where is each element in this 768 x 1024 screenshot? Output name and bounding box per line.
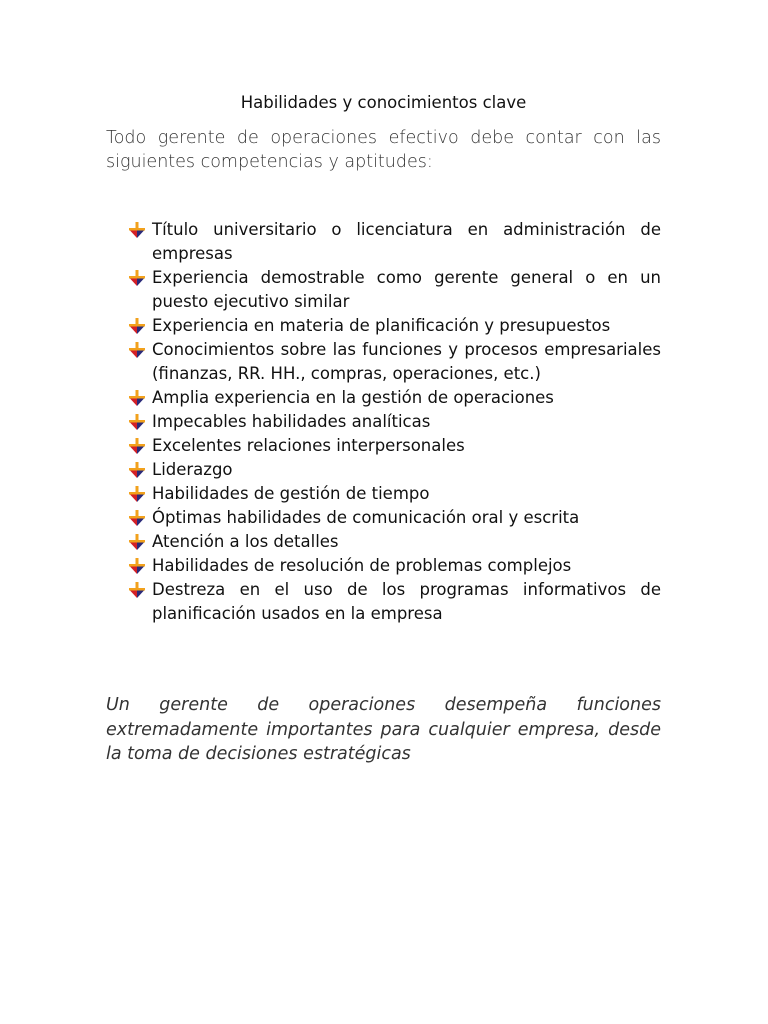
document-title: Habilidades y conocimientos clave (240, 93, 527, 112)
arrow-down-bullet-icon (128, 222, 146, 238)
skill-text: Liderazgo (152, 460, 233, 479)
skill-item (106, 266, 661, 314)
arrow-down-bullet-icon (128, 318, 146, 334)
arrow-down-bullet-icon (128, 390, 146, 406)
skill-text: Experiencia en materia de planificación y presupuestos (152, 316, 611, 335)
skill-item (106, 482, 661, 506)
arrow-down-bullet-icon (128, 486, 146, 502)
skill-item (106, 218, 661, 266)
skill-item (106, 458, 661, 482)
skills-list (106, 218, 661, 626)
skill-text: Experiencia demostrable como gerente general o en un puesto ejecutivo similar (152, 268, 661, 311)
skill-text: Óptimas habilidades de comunicación oral y escrita (152, 508, 580, 527)
skill-item (106, 530, 661, 554)
skill-text: Atención a los detalles (152, 532, 339, 551)
skill-text: Excelentes relaciones interpersonales (152, 436, 465, 455)
skill-item (106, 434, 661, 458)
skill-item (106, 506, 661, 530)
skill-item (106, 578, 661, 626)
arrow-down-bullet-icon (128, 582, 146, 598)
closing-paragraph: Un gerente de operaciones desempeña funciones extremadamente importantes para cualquier empresa, desde la toma de decisiones estratégicas (106, 695, 661, 764)
arrow-down-bullet-icon (128, 438, 146, 454)
arrow-down-bullet-icon (128, 270, 146, 286)
arrow-down-bullet-icon (128, 414, 146, 430)
skill-item (106, 314, 661, 338)
skill-text: Habilidades de resolución de problemas complejos (152, 556, 572, 575)
arrow-down-bullet-icon (128, 342, 146, 358)
skill-text: Amplia experiencia en la gestión de operaciones (152, 388, 554, 407)
arrow-down-bullet-icon (128, 558, 146, 574)
skill-text: Destreza en el uso de los programas informativos de planificación usados en la empresa (152, 580, 661, 623)
skill-item (106, 554, 661, 578)
skill-item (106, 410, 661, 434)
intro-paragraph: Todo gerente de operaciones efectivo debe contar con las siguientes competencias y aptitudes: (106, 128, 661, 172)
skill-text: Conocimientos sobre las funciones y procesos empresariales (finanzas, RR. HH., compras, operaciones, etc.) (152, 340, 661, 383)
skill-text: Impecables habilidades analíticas (152, 412, 431, 431)
skill-text: Habilidades de gestión de tiempo (152, 484, 430, 503)
arrow-down-bullet-icon (128, 462, 146, 478)
skill-item (106, 338, 661, 386)
skill-item (106, 386, 661, 410)
arrow-down-bullet-icon (128, 510, 146, 526)
arrow-down-bullet-icon (128, 534, 146, 550)
skill-text: Título universitario o licenciatura en administración de empresas (152, 220, 661, 263)
